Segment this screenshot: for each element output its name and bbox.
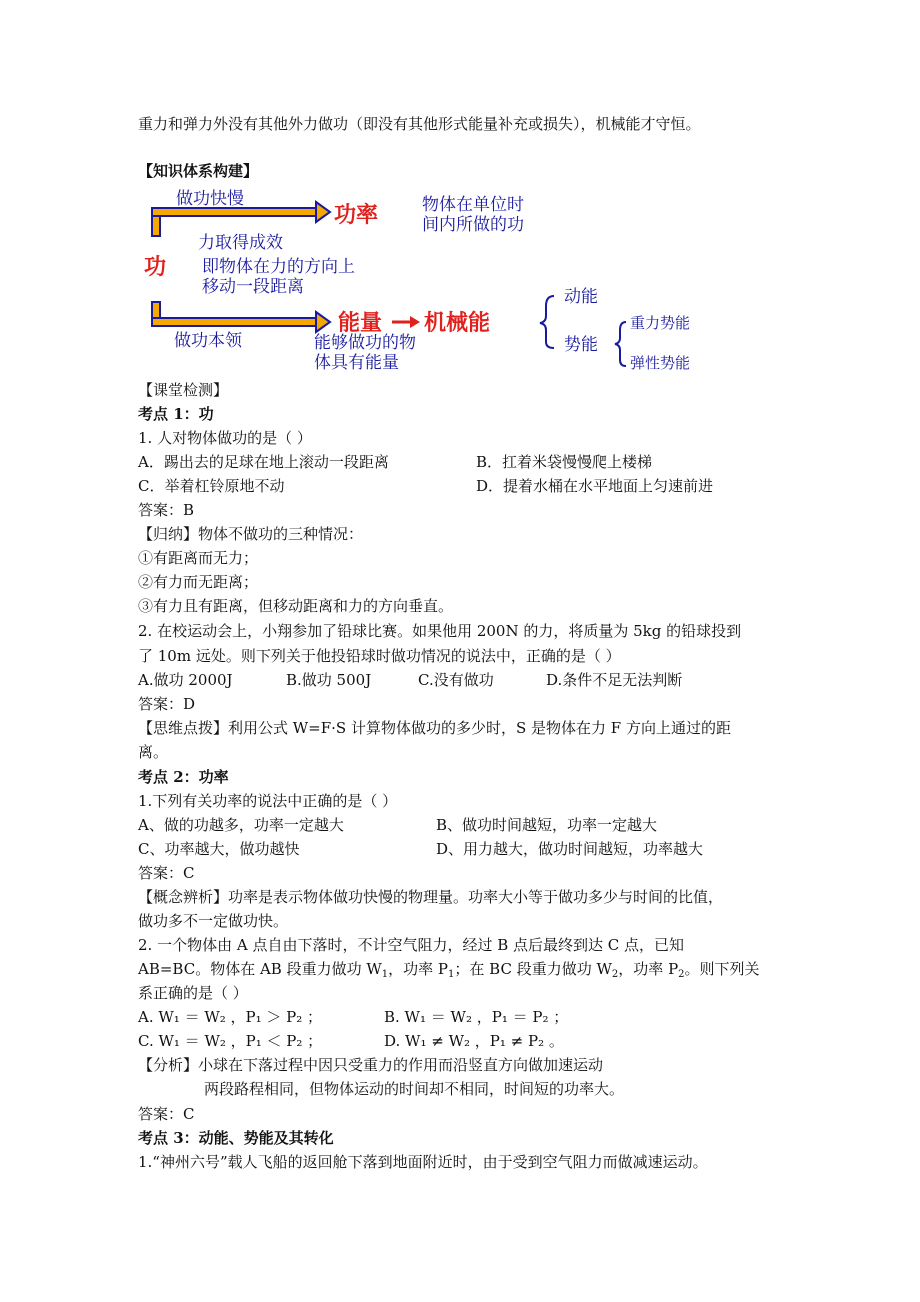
k2-q1-d: D、用力越大，做功时间越短，功率越大: [436, 840, 704, 858]
k1-tip-line2: 离。: [138, 743, 169, 761]
k2-q2-b: B. W₁ ＝ W₂ ，P₁ ＝ P₂ ；: [384, 1008, 569, 1026]
k2-q2-line3: 系正确的是（ ）: [138, 984, 248, 1002]
work-label: 功: [144, 255, 167, 280]
knowledge-heading: 【知识体系构建】: [138, 162, 259, 180]
power-def-1: 物体在单位时: [422, 195, 524, 215]
k1-tip-line1: 【思维点拨】利用公式 W=F·S 计算物体做功的多少时，S 是物体在力 F 方向上通过的距: [138, 719, 731, 737]
brace-potential: [615, 322, 626, 366]
k1-q2-a: A.做功 2000J: [138, 671, 233, 689]
k1-q1: 1. 人对物体做功的是（ ）: [138, 429, 312, 447]
k2-q1-c: C、功率越大，做功越快: [138, 840, 300, 858]
intro-text: 重力和弹力外没有其他外力做功（即没有其他形式能量补充或损失），机械能才守恒。: [138, 115, 701, 133]
k2-q2-line1: 2. 一个物体由 A 点自由下落时，不计空气阻力，经过 B 点后最终到达 C 点，已知: [138, 936, 685, 954]
energy-def-2: 体具有能量: [314, 353, 399, 373]
gravity-pe-label: 重力势能: [630, 314, 691, 332]
work-def-1: 即物体在力的方向上: [202, 257, 355, 277]
k2-q1-a: A、做的功越多，功率一定越大: [138, 816, 344, 834]
kinetic-label: 动能: [564, 287, 598, 307]
k2-analysis-line1: 【分析】小球在下落过程中因只受重力的作用而沿竖直方向做加速运动: [138, 1056, 604, 1074]
k1-q2-line1: 2. 在校运动会上，小翔参加了铅球比赛。如果他用 200N 的力，将质量为 5kg 的铅球投到: [138, 622, 742, 640]
classroom-heading: 【课堂检测】: [138, 381, 229, 399]
k1-title: 考点 1：功: [138, 405, 214, 423]
bottom-bracket-arrow: [152, 302, 330, 332]
k3-q1: 1.“神州六号”载人飞船的返回舱下落到地面附近时，由于受到空气阻力而做减速运动。: [138, 1153, 708, 1171]
k2-q2-line2: AB=BC。物体在 AB 段重力做功 $W_1$，功率 $P_1$；在 BC 段重力做功 $W_2$，功率 $P_2$。则下列关: [138, 960, 760, 980]
k2-q2-c: C. W₁ ＝ W₂ ，P₁ ＜ P₂ ；: [138, 1032, 323, 1050]
k2-analysis-line2: 两段路程相同，但物体运动的时间却不相同，时间短的功率大。: [204, 1080, 625, 1098]
k1-q1-a: A．踢出去的足球在地上滚动一段距离: [138, 453, 389, 471]
energy-def-1: 能够做功的物: [314, 333, 416, 353]
mech-energy-label: 机械能: [424, 311, 491, 336]
brace-mech: [540, 296, 554, 348]
k2-q1: 1.下列有关功率的说法中正确的是（ ）: [138, 792, 398, 810]
k3-title: 考点 3：动能、势能及其转化: [138, 1129, 334, 1147]
potential-label: 势能: [564, 335, 598, 355]
k1-q2-d: D.条件不足无法判断: [546, 671, 683, 689]
k1-q2-b: B.做功 500J: [286, 671, 372, 689]
k1-summary-3: ③有力且有距离，但移动距离和力的方向垂直。: [138, 597, 454, 615]
k1-q1-d: D．提着水桶在水平地面上匀速前进: [476, 477, 714, 495]
k2-title: 考点 2：功率: [138, 768, 229, 786]
k1-summary-2: ②有力而无距离；: [138, 573, 259, 591]
knowledge-diagram: [138, 186, 738, 376]
k1-q2-line2: 了 10m 远处。则下列关于他投铅球时做功情况的说法中，正确的是（ ）: [138, 647, 621, 665]
power-def-2: 间内所做的功: [422, 215, 524, 235]
k2-q2-answer: 答案：C: [138, 1105, 195, 1123]
k1-summary-1: ①有距离而无力；: [138, 549, 259, 567]
k2-q1-b: B、做功时间越短，功率一定越大: [436, 816, 658, 834]
k2-concept-line1: 【概念辨析】功率是表示物体做功快慢的物理量。功率大小等于做功多少与时间的比值，: [138, 888, 724, 906]
energy-arrow: [392, 316, 420, 328]
k1-summary-title: 【归纳】物体不做功的三种情况：: [138, 525, 364, 543]
energy-label: 能量: [338, 311, 383, 336]
k1-q2-answer: 答案：D: [138, 695, 196, 713]
k2-q2-d: D. W₁ ≠ W₂ ，P₁ ≠ P₂ 。: [384, 1032, 564, 1050]
k1-q1-c: C．举着杠铃原地不动: [138, 477, 285, 495]
top-arrow-label: 做功快慢: [176, 189, 244, 209]
effect-label: 力取得成效: [198, 233, 283, 253]
k1-q1-b: B．扛着米袋慢慢爬上楼梯: [476, 453, 653, 471]
k2-q1-answer: 答案：C: [138, 864, 195, 882]
k2-q2-a: A. W₁ ＝ W₂ ，P₁ ＞ P₂ ；: [138, 1008, 323, 1026]
elastic-pe-label: 弹性势能: [630, 354, 691, 372]
k2-concept-line2: 做功多不一定做功快。: [138, 912, 289, 930]
k1-q1-answer: 答案：B: [138, 501, 195, 519]
power-label: 功率: [334, 203, 379, 228]
bottom-arrow-label: 做功本领: [174, 331, 242, 351]
k1-q2-c: C.没有做功: [418, 671, 494, 689]
work-def-2: 移动一段距离: [202, 277, 304, 297]
